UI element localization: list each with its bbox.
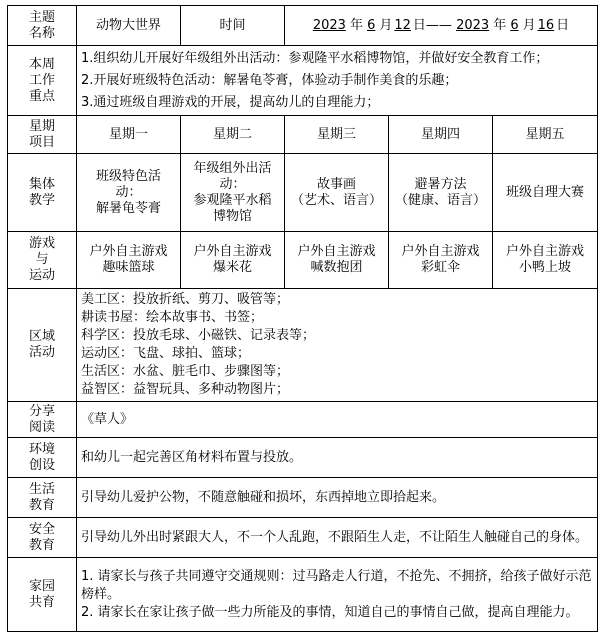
weekly-focus-label-line: 重点	[28, 88, 55, 104]
area-item: 科学区：投放毛球、小磁铁、记录表等；	[81, 328, 316, 343]
year-char: 年	[493, 17, 507, 33]
end-month: 6	[510, 17, 519, 33]
cell-line: 户外自主游戏	[297, 244, 376, 259]
cell-line: 趣味篮球	[102, 260, 155, 275]
life-education-row	[8, 478, 598, 518]
games-label-cell	[8, 232, 77, 289]
cell-line: 户外自主游戏	[401, 244, 480, 259]
day-char: 日	[412, 17, 426, 33]
environment-label-line: 环境	[28, 441, 55, 457]
cell-line: 喊数抱团	[310, 260, 363, 275]
safety-education-label-line: 教育	[28, 537, 55, 553]
end-year: 2023	[456, 17, 490, 33]
weekly-focus-item: 1.组织幼儿开展好年级组外出活动：参观隆平水稻博物馆，并做好安全教育工作；	[81, 50, 549, 66]
area-item: 耕读书屋：绘本故事书、书签；	[81, 310, 264, 325]
games-thursday	[389, 232, 493, 289]
cell-line: 爆米花	[212, 260, 252, 275]
weekly-focus-label-line: 工作	[28, 72, 55, 88]
cell-line: 动：	[115, 184, 142, 200]
safety-education-value: 引导幼儿外出时紧跟大人，不一个人乱跑，不跟陌生人走，不让陌生人触碰自己的身体。	[77, 518, 598, 558]
cell-line: 动：	[219, 176, 246, 192]
weekly-focus-content	[77, 46, 598, 116]
home-school-label-line: 家园	[28, 578, 55, 594]
home-school-item: 2. 请家长在家让孩子做一些力所能及的事情，知道自己的事情自己做，提高自理能力。	[81, 604, 579, 620]
end-day: 16	[537, 17, 555, 33]
home-school-row	[8, 558, 598, 632]
cell-line: 班级自理大赛	[505, 184, 584, 200]
environment-label-line: 创设	[28, 457, 55, 473]
sharing-reading-label-line: 分享	[28, 403, 55, 419]
area-item: 生活区：水盆、脏毛巾、步骤图等；	[81, 364, 290, 379]
weekday-label-line: 项目	[28, 134, 55, 150]
start-month: 6	[367, 17, 376, 33]
weekday-label-cell	[8, 116, 77, 154]
environment-value: 和幼儿一起完善区角材料布置与投放。	[77, 438, 598, 478]
area-activities-content	[77, 289, 598, 402]
area-activities-label-cell	[8, 289, 77, 402]
theme-label-line: 主题	[28, 9, 55, 25]
cell-line: 小鸭上坡	[518, 260, 571, 275]
home-school-label-cell	[8, 558, 77, 632]
games-tuesday	[181, 232, 285, 289]
games-row	[8, 232, 598, 289]
cell-line: 户外自主游戏	[193, 244, 272, 259]
sharing-reading-label-line: 阅读	[28, 419, 55, 435]
time-label: 时间	[181, 6, 285, 46]
life-education-value: 引导幼儿爱护公物，不随意触碰和损坏，东西掉地立即拾起来。	[77, 478, 598, 518]
cell-line: 年级组外出活	[193, 160, 272, 176]
weekly-focus-item: 2.开展好班级特色活动：解暑龟苓膏，体验动手制作美食的乐趣；	[81, 72, 458, 88]
weekday-monday: 星期一	[77, 116, 181, 154]
start-year: 2023	[312, 17, 346, 33]
life-education-label-line: 生活	[28, 481, 55, 497]
environment-row	[8, 438, 598, 478]
home-school-label-line: 共育	[28, 594, 55, 610]
weekday-header-row	[8, 116, 598, 154]
area-activities-label-line: 区域	[28, 329, 55, 344]
home-school-content	[77, 558, 598, 632]
group-teaching-row	[8, 154, 598, 232]
cell-line: 避暑方法	[414, 176, 467, 192]
games-friday	[493, 232, 598, 289]
date-range-cell	[285, 6, 598, 46]
games-monday	[77, 232, 181, 289]
safety-education-label-line: 安全	[28, 521, 55, 537]
theme-value: 动物大世界	[77, 6, 181, 46]
group-teaching-friday	[493, 154, 598, 232]
cell-line: 参观隆平水稻	[193, 192, 272, 208]
life-education-label-cell	[8, 478, 77, 518]
header-row	[8, 6, 598, 46]
theme-label-line: 名称	[28, 25, 55, 41]
sharing-reading-value: 《草人》	[77, 402, 598, 438]
start-day: 12	[394, 17, 411, 33]
games-label-line: 运动	[28, 268, 55, 283]
group-teaching-label-line: 教学	[28, 192, 55, 208]
weekly-focus-row	[8, 46, 598, 116]
group-teaching-thursday	[389, 154, 493, 232]
sharing-reading-label-cell	[8, 402, 77, 438]
life-education-label-line: 教育	[28, 497, 55, 513]
area-activities-label-line: 活动	[28, 345, 55, 360]
area-item: 美工区：投放折纸、剪刀、吸管等；	[81, 292, 290, 307]
weekly-plan-table	[7, 5, 598, 632]
weekly-focus-label-line: 本周	[28, 56, 55, 72]
games-wednesday	[285, 232, 389, 289]
group-teaching-tuesday	[181, 154, 285, 232]
day-char: 日	[556, 17, 570, 33]
month-char: 月	[522, 17, 536, 33]
cell-line: 班级特色活	[95, 168, 161, 184]
group-teaching-label-line: 集体	[28, 176, 55, 192]
group-teaching-label-cell	[8, 154, 77, 232]
environment-label-cell	[8, 438, 77, 478]
safety-education-label-cell	[8, 518, 77, 558]
sharing-reading-row	[8, 402, 598, 438]
weekday-wednesday: 星期三	[285, 116, 389, 154]
cell-line: （健康、语言）	[394, 192, 486, 208]
month-char: 月	[379, 17, 393, 33]
date-separator: ——	[425, 17, 452, 33]
cell-line: 户外自主游戏	[89, 244, 168, 259]
weekday-thursday: 星期四	[389, 116, 493, 154]
year-char: 年	[350, 17, 364, 33]
weekly-focus-item: 3.通过班级自理游戏的开展，提高幼儿的自理能力；	[81, 94, 380, 110]
area-item: 益智区：益智玩具、多种动物图片；	[81, 382, 290, 397]
weekday-friday: 星期五	[493, 116, 598, 154]
cell-line: 户外自主游戏	[505, 244, 584, 259]
area-item: 运动区：飞盘、球拍、篮球；	[81, 346, 251, 361]
cell-line: （艺术、语言）	[290, 192, 382, 208]
cell-line: 彩虹伞	[420, 260, 460, 275]
games-label-line: 与	[35, 252, 49, 267]
group-teaching-monday	[77, 154, 181, 232]
weekly-focus-label-cell	[8, 46, 77, 116]
theme-label-cell	[8, 6, 77, 46]
home-school-item: 1. 请家长与孩子共同遵守交通规则：过马路走人行道，不抢先、不拥挤，给孩子做好示范榜样。	[81, 568, 592, 602]
cell-line: 故事画	[316, 176, 356, 192]
group-teaching-wednesday	[285, 154, 389, 232]
date-range	[313, 18, 569, 33]
games-label-line: 游戏	[28, 236, 55, 251]
weekday-tuesday: 星期二	[181, 116, 285, 154]
area-activities-row	[8, 289, 598, 402]
safety-education-row	[8, 518, 598, 558]
weekday-label-line: 星期	[28, 118, 55, 134]
cell-line: 博物馆	[212, 208, 252, 224]
cell-line: 解暑龟苓膏	[95, 200, 161, 216]
